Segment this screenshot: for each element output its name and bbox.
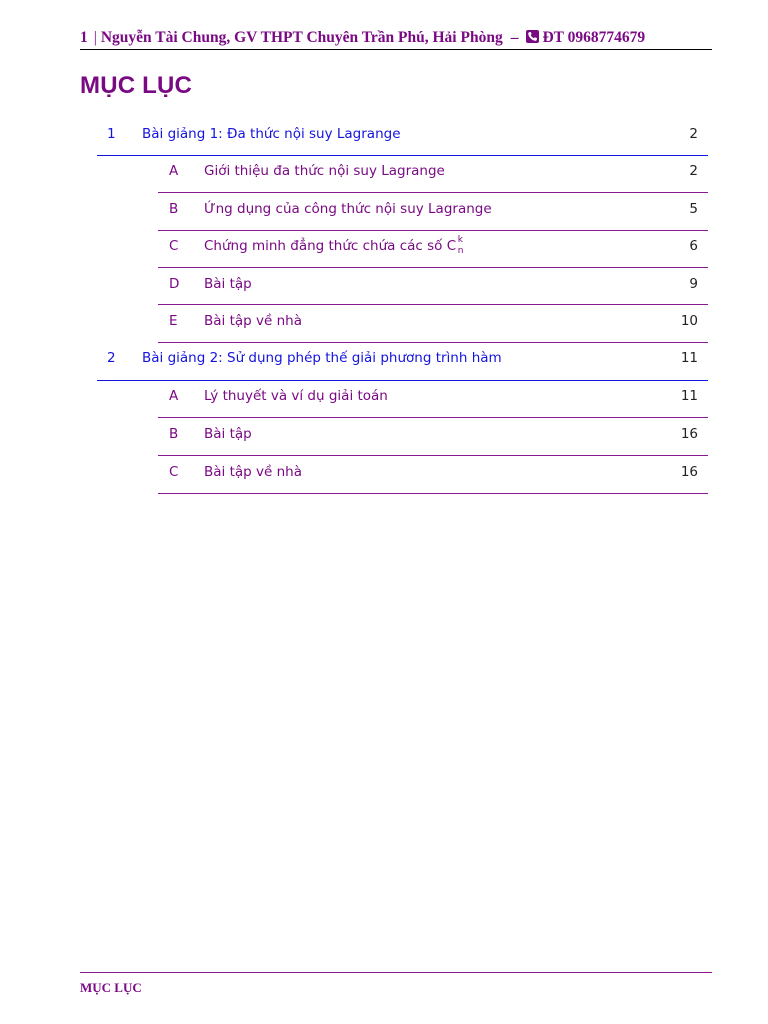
toc-rule: [158, 230, 708, 231]
toc-section-letter: A: [169, 388, 179, 404]
toc-rule: [158, 192, 708, 193]
toc-page-number: 11: [680, 350, 698, 366]
toc-section-label: Bài tập: [204, 276, 252, 292]
toc-page-number: 11: [680, 388, 698, 404]
binomial-base: C: [446, 238, 457, 254]
toc-section-letter: A: [169, 163, 179, 179]
toc-page-number: 5: [689, 201, 698, 217]
toc-rule: [97, 155, 708, 156]
toc-page-number: 9: [689, 276, 698, 292]
toc-page-number: 16: [680, 426, 698, 442]
toc-page-number: 2: [689, 163, 698, 179]
toc-chapter-number: 2: [107, 350, 116, 366]
running-footer: MỤC LỤC: [80, 980, 142, 995]
header-rule: [80, 49, 712, 50]
toc-section-letter: B: [169, 426, 179, 442]
toc-page-number: 10: [680, 313, 698, 329]
header-separator: |: [93, 29, 97, 46]
binomial-coefficient: [446, 235, 464, 256]
toc-section-label: Giới thiệu đa thức nội suy Lagrange: [204, 163, 445, 179]
toc-rule: [158, 304, 708, 305]
toc-section-label: Lý thuyết và ví dụ giải toán: [204, 388, 388, 404]
toc-section-label: Bài tập về nhà: [204, 313, 302, 329]
toc-rule: [158, 455, 708, 456]
header-phone: ĐT 0968774679: [542, 29, 646, 46]
binomial-superscript: k: [457, 235, 463, 245]
toc-section-letter: D: [169, 276, 180, 292]
toc-section-label-text: Chứng minh đẳng thức chứa các số: [204, 238, 447, 254]
toc-rule: [158, 267, 708, 268]
header-page-number: 1: [80, 29, 88, 46]
footer-rule: [80, 972, 712, 973]
toc-section-label: [204, 235, 464, 256]
phone-icon: [526, 30, 539, 43]
toc-rule: [158, 417, 708, 418]
toc-section-letter: C: [169, 238, 179, 254]
toc-page-number: 2: [689, 126, 698, 142]
toc-section-label: Ứng dụng của công thức nội suy Lagrange: [204, 201, 492, 217]
binomial-subscript: n: [457, 246, 464, 256]
toc-rule: [158, 342, 708, 343]
toc-chapter-label: Bài giảng 2: Sử dụng phép thế giải phương trình hàm: [142, 350, 502, 366]
toc-rule: [97, 380, 708, 381]
toc-section-letter: E: [169, 313, 178, 329]
toc-section-label: Bài tập: [204, 426, 252, 442]
toc-page-number: 6: [689, 238, 698, 254]
toc-section-letter: C: [169, 464, 179, 480]
page-title: MỤC LỤC: [80, 72, 193, 99]
toc-section-letter: B: [169, 201, 179, 217]
header-dash: –: [510, 29, 519, 46]
toc-rule: [158, 493, 708, 494]
header-author: Nguyễn Tài Chung, GV THPT Chuyên Trần Phú, Hải Phòng: [100, 29, 503, 46]
toc-section-label: Bài tập về nhà: [204, 464, 302, 480]
running-header: [80, 29, 712, 47]
toc-chapter-label: Bài giảng 1: Đa thức nội suy Lagrange: [142, 126, 401, 142]
toc-chapter-number: 1: [107, 126, 116, 142]
toc-page-number: 16: [680, 464, 698, 480]
